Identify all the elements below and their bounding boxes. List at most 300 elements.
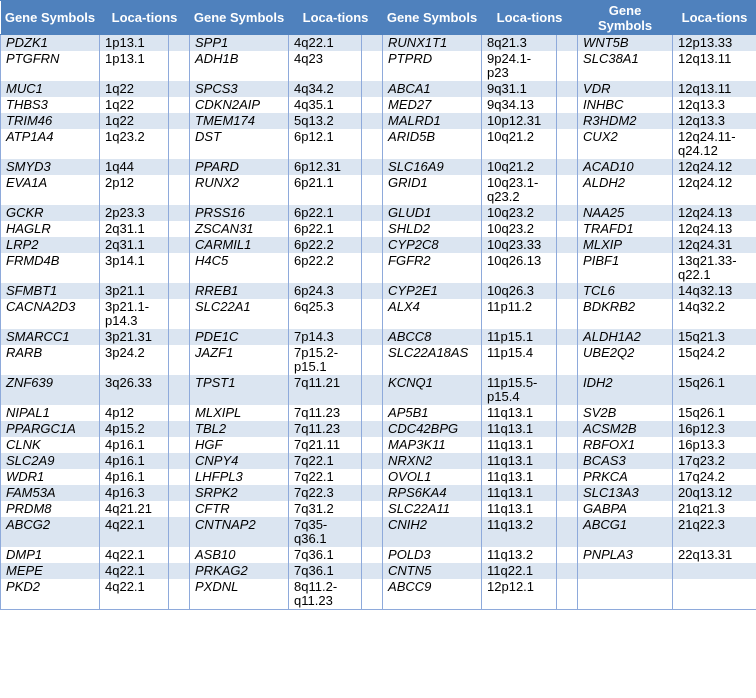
location-cell: 12q24.11-q24.12 (673, 129, 756, 159)
column-separator (169, 81, 190, 97)
location-cell: 7p15.2-p15.1 (289, 345, 362, 375)
location-cell: 6p24.3 (289, 283, 362, 299)
location-cell: 8q21.3 (482, 35, 557, 52)
column-separator (362, 81, 383, 97)
gene-symbol-cell: PPARGC1A (1, 421, 100, 437)
location-cell: 4p16.1 (100, 437, 169, 453)
column-separator (362, 517, 383, 547)
location-cell: 7q21.11 (289, 437, 362, 453)
table-row (1, 299, 756, 329)
gene-symbol-cell: SV2B (578, 405, 673, 421)
location-cell: 6p21.1 (289, 175, 362, 205)
gene-symbol-cell: RUNX1T1 (383, 35, 482, 52)
gene-symbol-cell: CARMIL1 (190, 237, 289, 253)
table-row (1, 437, 756, 453)
column-separator (169, 299, 190, 329)
column-separator (169, 437, 190, 453)
location-cell: 12q24.13 (673, 221, 756, 237)
column-separator (169, 97, 190, 113)
gene-symbol-cell: ASB10 (190, 547, 289, 563)
gene-symbol-cell: CNTNAP2 (190, 517, 289, 547)
gene-symbol-cell: CDKN2AIP (190, 97, 289, 113)
location-cell: 11q13.1 (482, 469, 557, 485)
gene-symbol-cell: SLC16A9 (383, 159, 482, 175)
table-row (1, 375, 756, 405)
table-row (1, 253, 756, 283)
column-separator (557, 237, 578, 253)
column-separator (362, 405, 383, 421)
location-cell: 1q23.2 (100, 129, 169, 159)
location-cell: 7q36.1 (289, 547, 362, 563)
gene-symbol-cell: CNPY4 (190, 453, 289, 469)
location-cell: 11p15.1 (482, 329, 557, 345)
gene-symbol-cell: POLD3 (383, 547, 482, 563)
location-cell: 1q22 (100, 81, 169, 97)
location-cell: 4q34.2 (289, 81, 362, 97)
column-separator (362, 453, 383, 469)
location-cell: 10q26.13 (482, 253, 557, 283)
gene-symbol-cell: TCL6 (578, 283, 673, 299)
gene-symbol-cell: CNTN5 (383, 563, 482, 579)
column-separator (169, 485, 190, 501)
column-separator (362, 113, 383, 129)
gene-symbol-cell: WNT5B (578, 35, 673, 52)
location-cell: 10q23.2 (482, 221, 557, 237)
column-separator (169, 159, 190, 175)
column-separator (557, 579, 578, 610)
gene-symbol-cell: CUX2 (578, 129, 673, 159)
gene-symbol-cell: SMYD3 (1, 159, 100, 175)
column-separator (169, 221, 190, 237)
column-separator (362, 547, 383, 563)
location-cell: 16p12.3 (673, 421, 756, 437)
column-header: Gene Symbols (1, 1, 100, 35)
table-row (1, 237, 756, 253)
gene-symbol-cell (578, 579, 673, 610)
column-separator (362, 375, 383, 405)
column-separator (362, 129, 383, 159)
gene-symbol-cell: RARB (1, 345, 100, 375)
gene-symbol-cell: MLXIPL (190, 405, 289, 421)
gene-symbol-cell: TMEM174 (190, 113, 289, 129)
location-cell: 6p22.2 (289, 237, 362, 253)
column-separator (557, 35, 578, 52)
column-separator (557, 375, 578, 405)
column-header: Loca-tions (289, 1, 383, 35)
gene-symbol-cell: RREB1 (190, 283, 289, 299)
gene-symbol-cell: R3HDM2 (578, 113, 673, 129)
gene-symbol-cell: MLXIP (578, 237, 673, 253)
location-cell: 12q13.3 (673, 97, 756, 113)
location-cell: 1p13.1 (100, 35, 169, 52)
column-separator (169, 129, 190, 159)
location-cell: 6p12.31 (289, 159, 362, 175)
location-cell: 12q24.13 (673, 205, 756, 221)
location-cell: 7q11.23 (289, 421, 362, 437)
table-row (1, 129, 756, 159)
column-separator (169, 175, 190, 205)
location-cell: 11q13.1 (482, 421, 557, 437)
gene-symbol-cell: GABPA (578, 501, 673, 517)
header-row (1, 1, 756, 35)
column-separator (362, 205, 383, 221)
gene-symbol-cell: PKD2 (1, 579, 100, 610)
table-row (1, 81, 756, 97)
table-row (1, 485, 756, 501)
column-separator (557, 299, 578, 329)
location-cell: 17q23.2 (673, 453, 756, 469)
column-separator (169, 375, 190, 405)
location-cell: 2q31.1 (100, 237, 169, 253)
location-cell: 4q22.1 (100, 547, 169, 563)
location-cell: 4q22.1 (100, 563, 169, 579)
location-cell: 11q22.1 (482, 563, 557, 579)
location-cell: 6p22.2 (289, 253, 362, 283)
location-cell: 15q24.2 (673, 345, 756, 375)
location-cell: 7q35-q36.1 (289, 517, 362, 547)
gene-symbol-cell: TPST1 (190, 375, 289, 405)
table-row (1, 51, 756, 81)
table-row (1, 421, 756, 437)
gene-symbol-cell: EVA1A (1, 175, 100, 205)
table-body (1, 35, 756, 610)
gene-symbol-cell: FGFR2 (383, 253, 482, 283)
location-cell: 11q13.2 (482, 517, 557, 547)
column-separator (362, 283, 383, 299)
column-separator (169, 51, 190, 81)
gene-symbol-cell: TRIM46 (1, 113, 100, 129)
column-separator (362, 437, 383, 453)
location-cell: 12q24.12 (673, 159, 756, 175)
location-cell: 4q35.1 (289, 97, 362, 113)
location-cell: 8q11.2-q11.23 (289, 579, 362, 610)
location-cell: 2q31.1 (100, 221, 169, 237)
location-cell: 11q13.1 (482, 437, 557, 453)
location-cell: 7q31.2 (289, 501, 362, 517)
location-cell: 14q32.13 (673, 283, 756, 299)
gene-symbol-cell: SLC22A18AS (383, 345, 482, 375)
location-cell: 6p12.1 (289, 129, 362, 159)
location-cell: 12q13.3 (673, 113, 756, 129)
column-separator (557, 501, 578, 517)
gene-symbol-cell: FAM53A (1, 485, 100, 501)
gene-symbol-cell: CDC42BPG (383, 421, 482, 437)
column-separator (362, 35, 383, 52)
gene-symbol-cell: DST (190, 129, 289, 159)
column-separator (557, 345, 578, 375)
gene-symbol-cell: PTGFRN (1, 51, 100, 81)
column-separator (169, 453, 190, 469)
location-cell: 4q21.21 (100, 501, 169, 517)
gene-symbol-cell: SLC13A3 (578, 485, 673, 501)
column-separator (557, 563, 578, 579)
location-cell: 9q34.13 (482, 97, 557, 113)
column-separator (557, 205, 578, 221)
gene-symbol-cell: SPP1 (190, 35, 289, 52)
table-row (1, 329, 756, 345)
location-cell: 10q21.2 (482, 159, 557, 175)
table-row (1, 283, 756, 299)
location-cell: 7q11.23 (289, 405, 362, 421)
gene-symbol-cell: ARID5B (383, 129, 482, 159)
column-header: Gene Symbols (383, 1, 482, 35)
gene-symbol-cell: ABCA1 (383, 81, 482, 97)
gene-symbol-cell: ZNF639 (1, 375, 100, 405)
location-cell (673, 563, 756, 579)
gene-symbol-cell: SMARCC1 (1, 329, 100, 345)
gene-symbol-cell: MALRD1 (383, 113, 482, 129)
table-row (1, 453, 756, 469)
gene-symbol-cell: HGF (190, 437, 289, 453)
location-cell: 22q13.31 (673, 547, 756, 563)
gene-symbol-cell: BCAS3 (578, 453, 673, 469)
table-row (1, 205, 756, 221)
gene-symbol-cell: MEPE (1, 563, 100, 579)
gene-symbol-cell: BDKRB2 (578, 299, 673, 329)
column-separator (557, 517, 578, 547)
column-separator (169, 113, 190, 129)
column-separator (362, 299, 383, 329)
gene-symbol-cell: TRAFD1 (578, 221, 673, 237)
location-cell: 12p13.33 (673, 35, 756, 52)
location-cell: 15q26.1 (673, 405, 756, 421)
location-cell: 6q25.3 (289, 299, 362, 329)
column-separator (169, 563, 190, 579)
location-cell: 10p12.31 (482, 113, 557, 129)
location-cell: 11p11.2 (482, 299, 557, 329)
gene-symbol-cell: ADH1B (190, 51, 289, 81)
column-separator (169, 253, 190, 283)
gene-symbol-cell: NRXN2 (383, 453, 482, 469)
gene-symbol-cell: SLC22A11 (383, 501, 482, 517)
location-cell: 15q21.3 (673, 329, 756, 345)
column-header: Gene Symbols (190, 1, 289, 35)
column-separator (169, 205, 190, 221)
gene-symbol-cell: TBL2 (190, 421, 289, 437)
gene-symbol-cell: ABCC8 (383, 329, 482, 345)
gene-symbol-cell: H4C5 (190, 253, 289, 283)
column-header: Loca-tions (482, 1, 578, 35)
location-cell: 4p15.2 (100, 421, 169, 437)
location-cell: 11q13.1 (482, 485, 557, 501)
location-cell: 4q22.1 (289, 35, 362, 52)
gene-symbol-cell: SHLD2 (383, 221, 482, 237)
location-cell: 4q22.1 (100, 517, 169, 547)
gene-symbol-cell: PRSS16 (190, 205, 289, 221)
location-cell: 20q13.12 (673, 485, 756, 501)
location-cell: 12q24.12 (673, 175, 756, 205)
column-separator (362, 579, 383, 610)
column-separator (169, 237, 190, 253)
location-cell: 16p13.3 (673, 437, 756, 453)
location-cell: 12q13.11 (673, 51, 756, 81)
location-cell: 1q22 (100, 97, 169, 113)
column-separator (169, 579, 190, 610)
location-cell: 11q13.1 (482, 453, 557, 469)
location-cell: 6p22.1 (289, 221, 362, 237)
column-separator (557, 81, 578, 97)
column-separator (169, 345, 190, 375)
location-cell: 4p12 (100, 405, 169, 421)
location-cell: 13q21.33-q22.1 (673, 253, 756, 283)
location-cell: 10q21.2 (482, 129, 557, 159)
column-separator (169, 283, 190, 299)
column-separator (362, 51, 383, 81)
location-cell: 11q13.1 (482, 501, 557, 517)
gene-symbol-cell: FRMD4B (1, 253, 100, 283)
column-separator (557, 51, 578, 81)
gene-symbol-cell: MAP3K11 (383, 437, 482, 453)
location-cell: 3p21.1 (100, 283, 169, 299)
gene-symbol-cell: SLC38A1 (578, 51, 673, 81)
location-cell: 11p15.4 (482, 345, 557, 375)
column-separator (362, 329, 383, 345)
gene-symbol-cell (578, 563, 673, 579)
location-cell: 7q11.21 (289, 375, 362, 405)
gene-symbol-cell: PDZK1 (1, 35, 100, 52)
location-cell: 1q44 (100, 159, 169, 175)
table-row (1, 517, 756, 547)
gene-symbol-cell: MED27 (383, 97, 482, 113)
column-separator (557, 405, 578, 421)
gene-symbol-cell: PDE1C (190, 329, 289, 345)
location-cell: 21q22.3 (673, 517, 756, 547)
gene-symbol-cell: SLC22A1 (190, 299, 289, 329)
gene-symbol-cell: GRID1 (383, 175, 482, 205)
column-separator (362, 97, 383, 113)
gene-symbol-cell: PNPLA3 (578, 547, 673, 563)
table-row (1, 563, 756, 579)
location-cell: 3p14.1 (100, 253, 169, 283)
column-separator (557, 129, 578, 159)
gene-symbol-cell: WDR1 (1, 469, 100, 485)
table-row (1, 405, 756, 421)
gene-symbol-cell: ATP1A4 (1, 129, 100, 159)
gene-symbol-cell: ZSCAN31 (190, 221, 289, 237)
column-separator (557, 97, 578, 113)
location-cell: 2p23.3 (100, 205, 169, 221)
column-header: Gene Symbols (578, 1, 673, 35)
column-separator (557, 253, 578, 283)
table-row (1, 547, 756, 563)
gene-symbol-cell: ALDH1A2 (578, 329, 673, 345)
gene-symbol-cell: HAGLR (1, 221, 100, 237)
gene-symbol-cell: THBS3 (1, 97, 100, 113)
gene-symbol-cell: CACNA2D3 (1, 299, 100, 329)
location-cell: 7q22.1 (289, 453, 362, 469)
table-row (1, 97, 756, 113)
gene-symbol-cell: ALX4 (383, 299, 482, 329)
column-separator (362, 563, 383, 579)
location-cell: 12p12.1 (482, 579, 557, 610)
location-cell: 4p16.1 (100, 453, 169, 469)
location-cell: 10q23.2 (482, 205, 557, 221)
gene-symbol-cell: INHBC (578, 97, 673, 113)
location-cell: 14q32.2 (673, 299, 756, 329)
column-separator (557, 221, 578, 237)
location-cell: 3p24.2 (100, 345, 169, 375)
gene-symbol-cell: CYP2C8 (383, 237, 482, 253)
gene-symbol-cell: NIPAL1 (1, 405, 100, 421)
column-separator (362, 345, 383, 375)
gene-symbol-cell: CNIH2 (383, 517, 482, 547)
column-separator (362, 501, 383, 517)
gene-symbol-cell: NAA25 (578, 205, 673, 221)
column-separator (362, 221, 383, 237)
location-cell: 4q23 (289, 51, 362, 81)
column-separator (557, 283, 578, 299)
column-separator (557, 469, 578, 485)
gene-symbol-cell: PRDM8 (1, 501, 100, 517)
gene-symbol-cell: PRKAG2 (190, 563, 289, 579)
location-cell: 10q26.3 (482, 283, 557, 299)
location-cell (673, 579, 756, 610)
gene-symbol-cell: UBE2Q2 (578, 345, 673, 375)
location-cell: 11p15.5-p15.4 (482, 375, 557, 405)
column-separator (362, 253, 383, 283)
gene-symbol-cell: DMP1 (1, 547, 100, 563)
table-row (1, 175, 756, 205)
location-cell: 11q13.1 (482, 405, 557, 421)
gene-symbol-cell: ALDH2 (578, 175, 673, 205)
location-cell: 17q24.2 (673, 469, 756, 485)
gene-symbol-cell: CFTR (190, 501, 289, 517)
column-separator (557, 159, 578, 175)
gene-symbol-cell: GCKR (1, 205, 100, 221)
gene-symbol-cell: RUNX2 (190, 175, 289, 205)
column-separator (169, 35, 190, 52)
location-cell: 10q23.33 (482, 237, 557, 253)
column-separator (169, 421, 190, 437)
location-cell: 5q13.2 (289, 113, 362, 129)
column-separator (557, 175, 578, 205)
column-separator (362, 175, 383, 205)
location-cell: 7q22.1 (289, 469, 362, 485)
gene-symbol-cell: PTPRD (383, 51, 482, 81)
gene-symbol-cell: PRKCA (578, 469, 673, 485)
column-separator (169, 517, 190, 547)
gene-symbol-cell: KCNQ1 (383, 375, 482, 405)
gene-symbol-cell: GLUD1 (383, 205, 482, 221)
column-header: Loca-tions (673, 1, 756, 35)
location-cell: 1q22 (100, 113, 169, 129)
column-separator (557, 485, 578, 501)
table-row (1, 113, 756, 129)
column-separator (557, 421, 578, 437)
location-cell: 9p24.1-p23 (482, 51, 557, 81)
location-cell: 12q24.31 (673, 237, 756, 253)
column-separator (362, 421, 383, 437)
location-cell: 10q23.1-q23.2 (482, 175, 557, 205)
location-cell: 1p13.1 (100, 51, 169, 81)
table-row (1, 159, 756, 175)
gene-symbol-cell: PPARD (190, 159, 289, 175)
gene-symbol-cell: IDH2 (578, 375, 673, 405)
location-cell: 3q26.33 (100, 375, 169, 405)
gene-symbol-cell: RPS6KA4 (383, 485, 482, 501)
column-separator (557, 113, 578, 129)
location-cell: 6p22.1 (289, 205, 362, 221)
column-separator (169, 547, 190, 563)
location-cell: 9q31.1 (482, 81, 557, 97)
location-cell: 7q22.3 (289, 485, 362, 501)
location-cell: 12q13.11 (673, 81, 756, 97)
location-cell: 3p21.1-p14.3 (100, 299, 169, 329)
table-row (1, 35, 756, 52)
column-separator (362, 469, 383, 485)
gene-symbol-cell: VDR (578, 81, 673, 97)
table-row (1, 469, 756, 485)
